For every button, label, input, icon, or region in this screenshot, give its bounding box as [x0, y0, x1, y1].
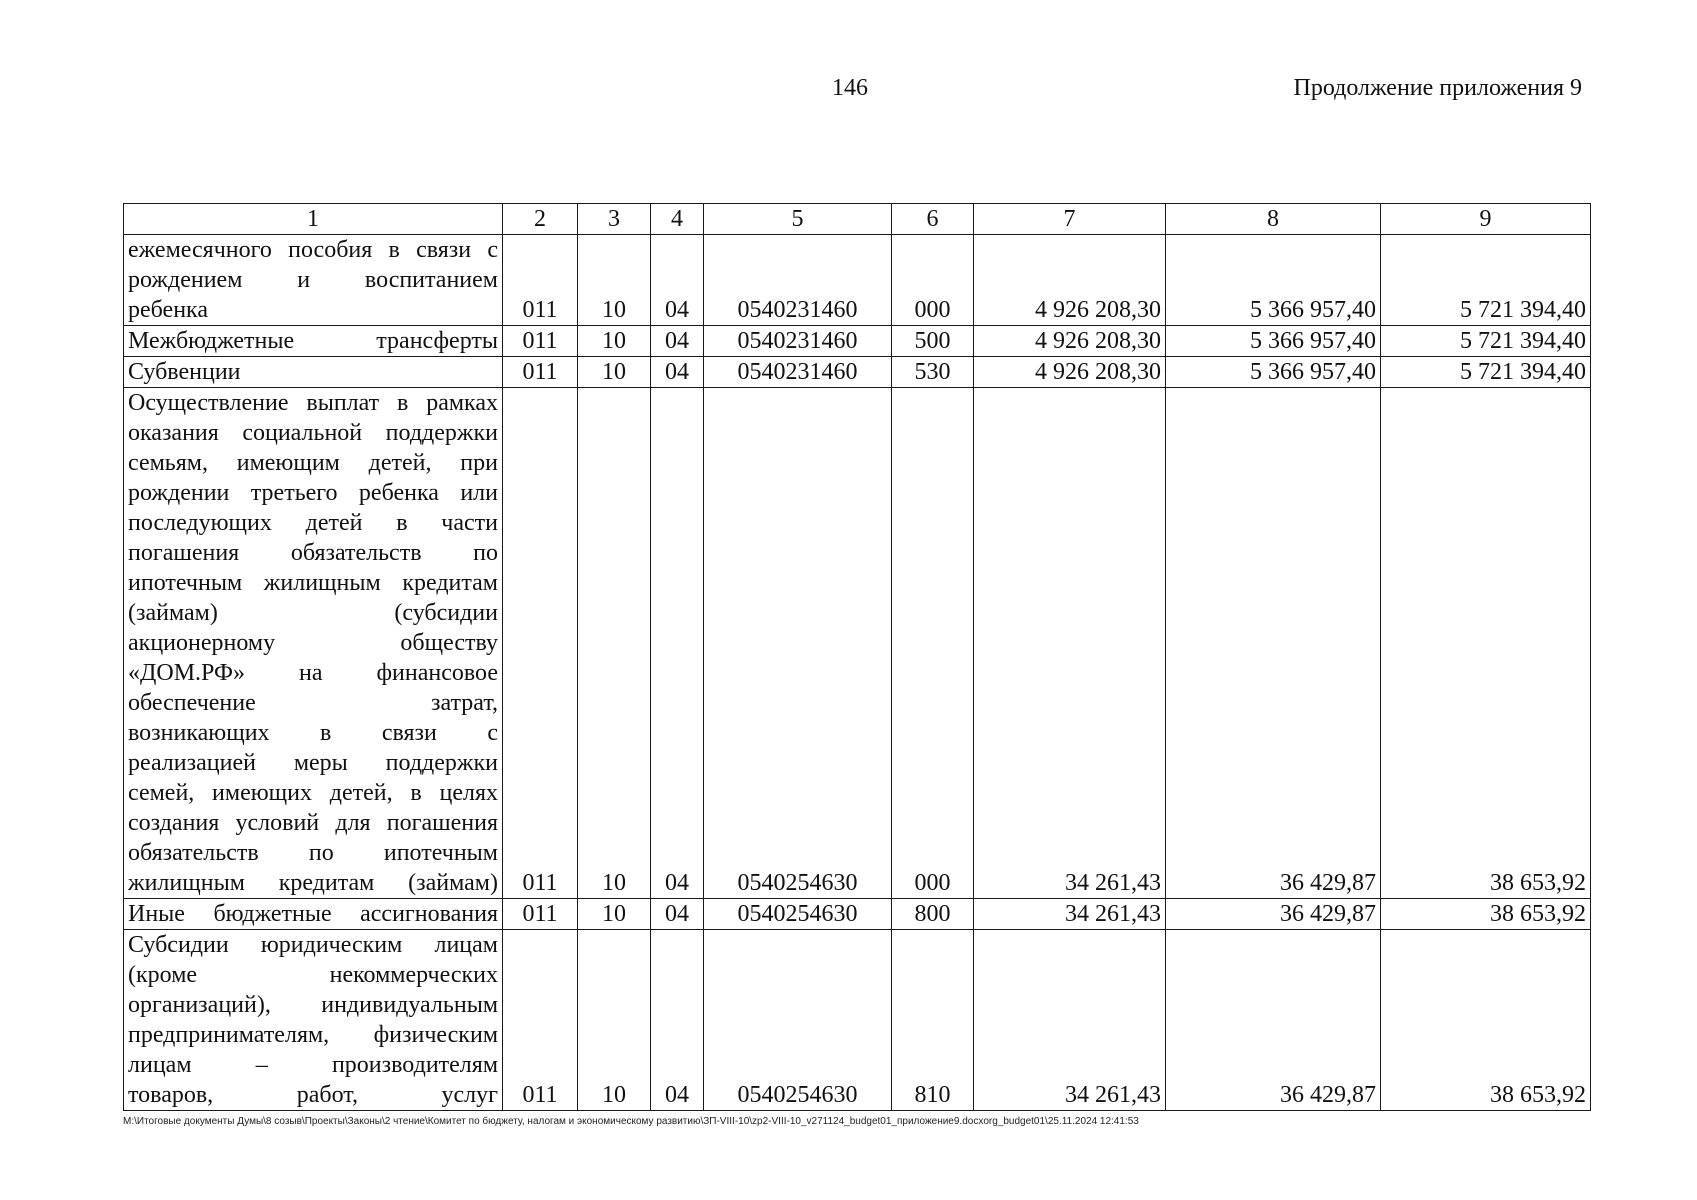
- section-code-cell: 10: [578, 326, 651, 357]
- budget-table: [123, 203, 1591, 1111]
- amount-cell: 36 429,87: [1166, 388, 1381, 899]
- row-name-line: (кроме некоммерческих: [128, 962, 498, 988]
- column-header: 8: [1166, 204, 1381, 235]
- subsection-code-cell: 04: [651, 326, 704, 357]
- row-name-line: (займам) (субсидии: [128, 600, 498, 626]
- row-name-line: Осуществление выплат в рамках: [128, 390, 498, 416]
- amount-cell: 34 261,43: [974, 388, 1166, 899]
- expense-type-cell: 000: [892, 388, 974, 899]
- column-header: 5: [704, 204, 892, 235]
- row-name-line: рождении третьего ребенка или: [128, 480, 498, 506]
- row-name-line: семьям, имеющим детей, при: [128, 450, 498, 476]
- row-name-line: акционерному обществу: [128, 630, 498, 656]
- row-name-line: лицам – производителям: [128, 1052, 498, 1078]
- row-name-line: организаций), индивидуальным: [128, 992, 498, 1018]
- column-header: 4: [651, 204, 704, 235]
- expense-type-cell: 500: [892, 326, 974, 357]
- row-name-line: рождением и воспитанием: [128, 267, 498, 293]
- row-name-line: Субсидии юридическим лицам: [128, 932, 498, 958]
- section-code-cell: 10: [578, 235, 651, 326]
- expense-type-cell: 800: [892, 899, 974, 930]
- row-name-line: создания условий для погашения: [128, 810, 498, 836]
- expense-type-cell: 530: [892, 357, 974, 388]
- amount-cell: 5 721 394,40: [1381, 326, 1591, 357]
- target-article-cell: 0540231460: [704, 357, 892, 388]
- table-body: [124, 235, 1591, 1111]
- amount-cell: 34 261,43: [974, 930, 1166, 1111]
- amount-cell: 5 721 394,40: [1381, 235, 1591, 326]
- row-name-line: ипотечным жилищным кредитам: [128, 570, 498, 596]
- target-article-cell: 0540254630: [704, 930, 892, 1111]
- row-name-line: Иные бюджетные ассигнования: [128, 901, 498, 927]
- amount-cell: 38 653,92: [1381, 388, 1591, 899]
- amount-cell: 4 926 208,30: [974, 357, 1166, 388]
- target-article-cell: 0540254630: [704, 899, 892, 930]
- table-header-row: [124, 204, 1591, 235]
- row-name-line: Субвенции: [128, 359, 241, 385]
- row-name-line: реализацией меры поддержки: [128, 750, 498, 776]
- section-code-cell: 10: [578, 357, 651, 388]
- amount-cell: 5 366 957,40: [1166, 357, 1381, 388]
- subsection-code-cell: 04: [651, 235, 704, 326]
- row-name-cell: [124, 357, 503, 388]
- ministry-code-cell: 011: [503, 388, 578, 899]
- table-row: [124, 235, 1591, 326]
- table-row: [124, 930, 1591, 1111]
- ministry-code-cell: 011: [503, 899, 578, 930]
- ministry-code-cell: 011: [503, 357, 578, 388]
- ministry-code-cell: 011: [503, 930, 578, 1111]
- amount-cell: 36 429,87: [1166, 930, 1381, 1111]
- target-article-cell: 0540231460: [704, 326, 892, 357]
- appendix-title: Продолжение приложения 9: [1293, 75, 1582, 101]
- amount-cell: 5 366 957,40: [1166, 326, 1381, 357]
- subsection-code-cell: 04: [651, 388, 704, 899]
- subsection-code-cell: 04: [651, 930, 704, 1111]
- table-row: [124, 899, 1591, 930]
- row-name-line: предпринимателям, физическим: [128, 1022, 498, 1048]
- amount-cell: 38 653,92: [1381, 930, 1591, 1111]
- row-name-line: ребенка: [128, 297, 208, 323]
- row-name-cell: [124, 899, 503, 930]
- row-name-cell: [124, 388, 503, 899]
- column-header: 7: [974, 204, 1166, 235]
- section-code-cell: 10: [578, 388, 651, 899]
- amount-cell: 4 926 208,30: [974, 326, 1166, 357]
- row-name-cell: [124, 930, 503, 1111]
- target-article-cell: 0540254630: [704, 388, 892, 899]
- row-name-line: товаров, работ, услуг: [128, 1082, 498, 1108]
- row-name-line: оказания социальной поддержки: [128, 420, 498, 446]
- column-header: 1: [124, 204, 503, 235]
- row-name-line: обязательств по ипотечным: [128, 840, 498, 866]
- expense-type-cell: 000: [892, 235, 974, 326]
- row-name-line: ежемесячного пособия в связи с: [128, 237, 498, 263]
- section-code-cell: 10: [578, 899, 651, 930]
- target-article-cell: 0540231460: [704, 235, 892, 326]
- row-name-line: «ДОМ.РФ» на финансовое: [128, 660, 498, 686]
- ministry-code-cell: 011: [503, 235, 578, 326]
- section-code-cell: 10: [578, 930, 651, 1111]
- row-name-line: семей, имеющих детей, в целях: [128, 780, 498, 806]
- table-row: [124, 388, 1591, 899]
- amount-cell: 36 429,87: [1166, 899, 1381, 930]
- subsection-code-cell: 04: [651, 899, 704, 930]
- column-header: 6: [892, 204, 974, 235]
- column-header: 9: [1381, 204, 1591, 235]
- page-number: 146: [832, 75, 868, 101]
- row-name-line: погашения обязательств по: [128, 540, 498, 566]
- expense-type-cell: 810: [892, 930, 974, 1111]
- row-name-cell: [124, 235, 503, 326]
- row-name-line: Межбюджетные трансферты: [128, 328, 498, 354]
- row-name-line: последующих детей в части: [128, 510, 498, 536]
- footer-file-path: M:\Итоговые документы Думы\8 созыв\Проекты\Законы\2 чтение\Комитет по бюджету, налогам и экономическому развитию\ЗП-VIII-10\zp2-VIII-10_v271124_budget01_приложение9.docxorg_budget01\25.11.2024 12:41:53: [123, 1116, 1139, 1127]
- ministry-code-cell: 011: [503, 326, 578, 357]
- amount-cell: 4 926 208,30: [974, 235, 1166, 326]
- amount-cell: 5 721 394,40: [1381, 357, 1591, 388]
- column-header: 2: [503, 204, 578, 235]
- table-row: [124, 326, 1591, 357]
- subsection-code-cell: 04: [651, 357, 704, 388]
- amount-cell: 5 366 957,40: [1166, 235, 1381, 326]
- amount-cell: 38 653,92: [1381, 899, 1591, 930]
- row-name-line: жилищным кредитам (займам): [128, 870, 498, 896]
- row-name-cell: [124, 326, 503, 357]
- amount-cell: 34 261,43: [974, 899, 1166, 930]
- table-row: [124, 357, 1591, 388]
- column-header: 3: [578, 204, 651, 235]
- row-name-line: обеспечение затрат,: [128, 690, 498, 716]
- row-name-line: возникающих в связи с: [128, 720, 498, 746]
